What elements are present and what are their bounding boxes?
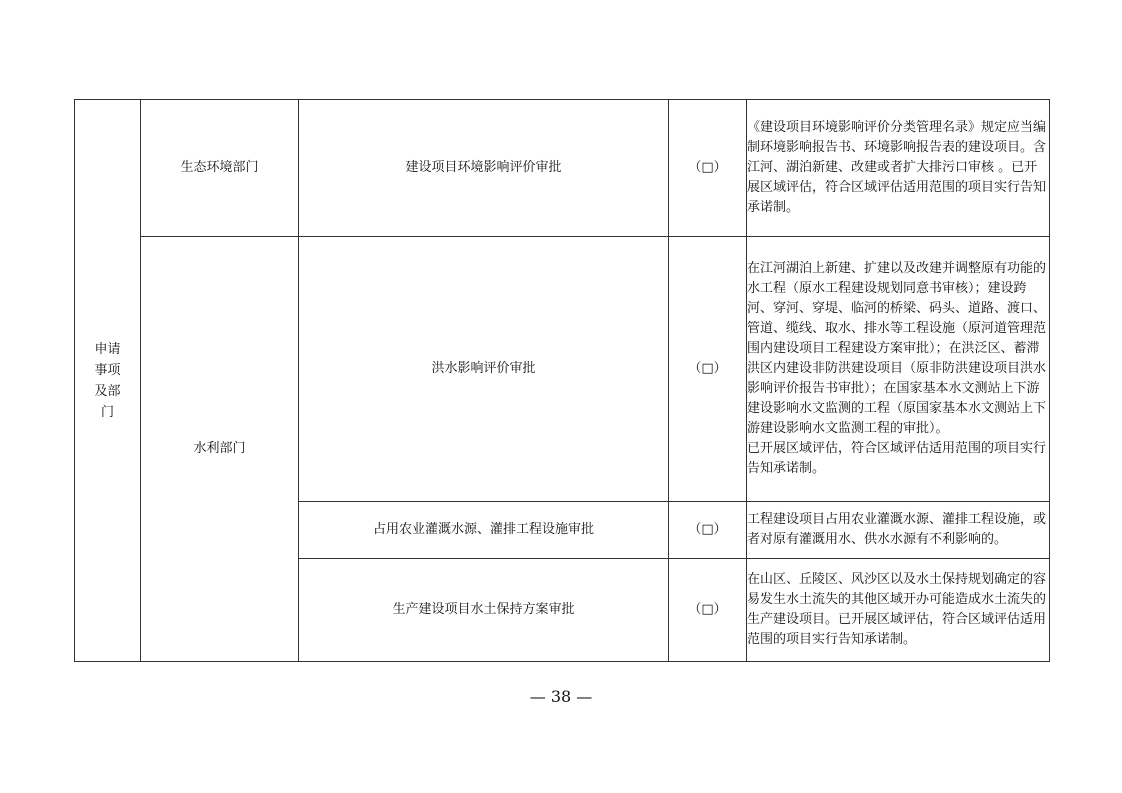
approval-items-table <box>74 99 1050 662</box>
description-cell <box>747 237 1050 502</box>
checkbox-mark: （□） <box>669 559 747 662</box>
checkbox-mark: （□） <box>669 502 747 559</box>
dept-cell: 水利部门 <box>141 237 299 662</box>
item-cell: 占用农业灌溉水源、灌排工程设施审批 <box>299 502 669 559</box>
description-text: 《建设项目环境影响评价分类管理名录》规定应当编制环境影响报告书、环境影响报告表的建设项目。含江河、湖泊新建、改建或者扩大排污口审核 。已开展区域评估，符合区域评估适用范围的项目实行告知承诺制。 <box>747 120 1047 215</box>
dept-cell: 生态环境部门 <box>141 100 299 237</box>
category-cell <box>75 100 141 662</box>
description-text: 在江河湖泊上新建、扩建以及改建并调整原有功能的水工程（原水工程建设规划同意书审核）；建设跨河、穿河、穿堤、临河的桥梁、码头、道路、渡口、管道、缆线、取水、排水等工程设施（原河道管理范围内建设项目工程建设方案审批）；在洪泛区、蓄滞洪区内建设非防洪建设项目（原非防洪建设项目洪水影响评价报告书审批）；在国家基本水文测站上下游建设影响水文监测的工程（原国家基本水文测站上下游建设影响水文监测工程的审批）。 <box>747 261 1047 436</box>
description-cell <box>747 559 1050 662</box>
description-text: 工程建设项目占用农业灌溉水源、灌排工程设施，或者对原有灌溉用水、供水水源有不利影响的。 <box>747 512 1047 547</box>
description-cell <box>747 502 1050 559</box>
item-cell: 洪水影响评价审批 <box>299 237 669 502</box>
checkbox-mark: （□） <box>669 100 747 237</box>
description-text: 在山区、丘陵区、风沙区以及水土保持规划确定的容易发生水土流失的其他区域开办可能造成水土流失的生产建设项目。已开展区域评估，符合区域评估适用范围的项目实行告知承诺制。 <box>747 572 1047 647</box>
checkbox-mark: （□） <box>669 237 747 502</box>
table-row <box>75 100 1050 237</box>
table-row <box>75 237 1050 502</box>
description-cell <box>747 100 1050 237</box>
item-cell: 建设项目环境影响评价审批 <box>299 100 669 237</box>
item-cell: 生产建设项目水土保持方案审批 <box>299 559 669 662</box>
description-text: 已开展区域评估，符合区域评估适用范围的项目实行告知承诺制。 <box>747 441 1047 476</box>
category-label: 申请事项及部门 <box>94 341 121 420</box>
page-number: — 38 — <box>529 687 593 706</box>
